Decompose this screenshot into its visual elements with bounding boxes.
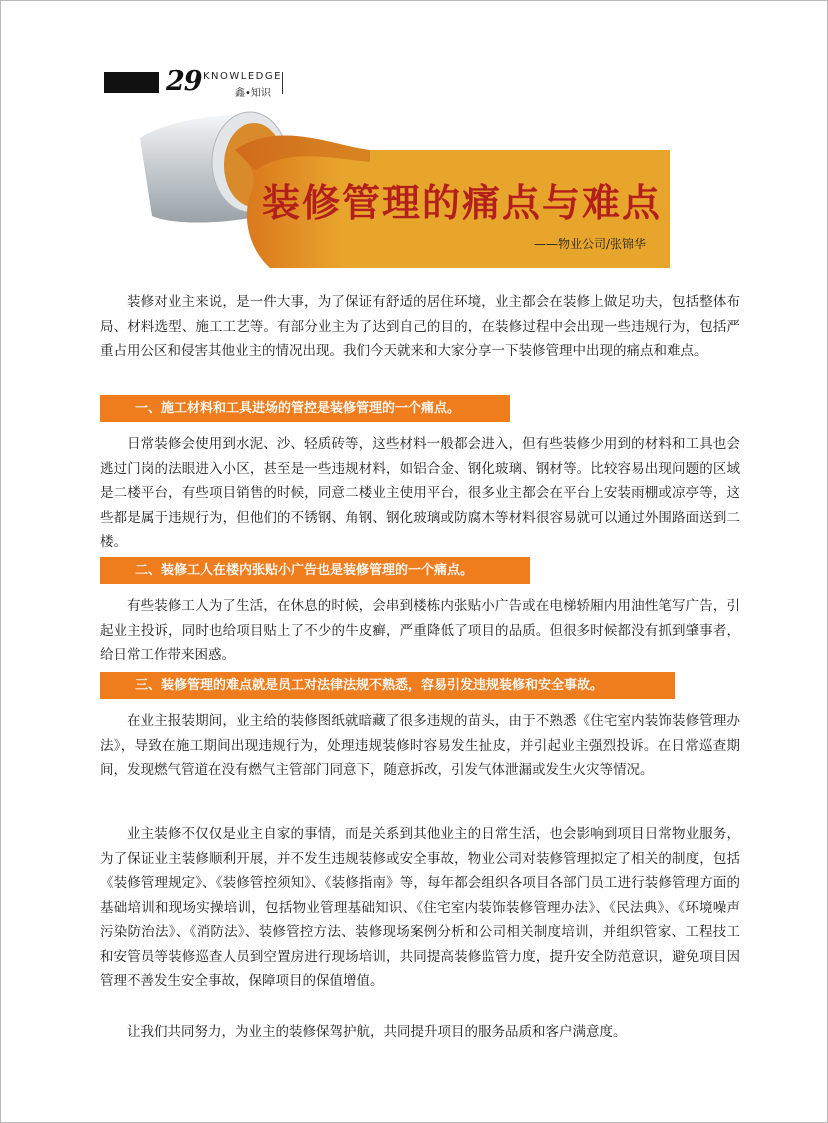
section-heading-3: 三、装修管理的难点就是员工对法律法规不熟悉，容易引发违规装修和安全事故。: [100, 672, 675, 699]
section-1-paragraph: 日常装修会使用到水泥、沙、轻质砖等，这些材料一般都会进入，但有些装修少用到的材料和工具也会逃过门岗的法眼进入小区，甚至是一些违规材料，如铝合金、钢化玻璃、钢材等。比较容易出现问题的区域是二楼平台，有些项目销售的时候，同意二楼业主使用平台，很多业主都会在平台上安装雨棚或凉亭等，这些都是属于违规行为，但他们的不锈钢、角钢、钢化玻璃或防腐木等材料很容易就可以通过外围路面送到二楼。: [100, 436, 740, 550]
header-divider: [282, 72, 283, 94]
page-number: 29: [166, 66, 202, 97]
section-heading-2: 二、装修工人在楼内张贴小广告也是装修管理的一个痛点。: [100, 557, 530, 584]
section-label-en: KNOWLEDGE: [203, 71, 282, 82]
article-title: 装修管理的痛点与难点: [262, 180, 663, 225]
section-2-paragraph: 有些装修工人为了生活，在休息的时候，会串到楼栋内张贴小广告或在电梯轿厢内用油性笔写广告，引起业主投诉，同时也给项目贴上了不少的牛皮癣，严重降低了项目的品质。但很多时候都没有抓到肇事者，给日常工作带来困惑。: [100, 598, 740, 663]
closing-paragraph: 让我们共同努力，为业主的装修保驾护航，共同提升项目的服务品质和客户满意度。: [127, 1024, 627, 1040]
section-label-cn: 鑫•知识: [235, 88, 271, 99]
intro-paragraph: 装修对业主来说，是一件大事，为了保证有舒适的居住环境，业主都会在装修上做足功夫，包括整体布局、材料选型、施工工艺等。有部分业主为了达到自己的目的，在装修过程中会出现一些违规行为，包括严重占用公区和侵害其他业主的情况出现。我们今天就来和大家分享一下装修管理中出现的痛点和难点。: [100, 294, 740, 359]
section-3-paragraph-2: 业主装修不仅仅是业主自家的事情，而是关系到其他业主的日常生活，也会影响到项目日常物业服务，为了保证业主装修顺利开展，并不发生违规装修或安全事故，物业公司对装修管理拟定了相关的制度，包括《装修管理规定》、《装修管控须知》、《装修指南》等，每年都会组织各项目各部门员工进行装修管理方面的基础培训和现场实操培训，包括物业管理基础知识、《住宅室内装饰装修管理办法》、《民法典》、《环境噪声污染防治法》、《消防法》、装修管控方法、装修现场案例分析和公司相关制度培训，并组织管家、工程技工和安管员等装修巡查人员到空置房进行现场培训，共同提高装修监管力度，提升安全防范意识，避免项目因管理不善发生安全事故，保障项目的保值增值。: [100, 826, 740, 989]
section-heading-1: 一、施工材料和工具进场的管控是装修管理的一个痛点。: [100, 395, 510, 422]
article-author: ——物业公司/张锦华: [534, 237, 647, 251]
header-black-block: [104, 72, 159, 93]
section-3-paragraph-1: 在业主报装期间，业主给的装修图纸就暗藏了很多违规的苗头，由于不熟悉《住宅室内装饰装修管理办法》，导致在施工期间出现违规行为，处理违规装修时容易发生扯皮，并引起业主强烈投诉。在日常巡查期间，发现燃气管道在没有燃气主管部门同意下，随意拆改，引发气体泄漏或发生火灾等情况。: [100, 713, 740, 778]
